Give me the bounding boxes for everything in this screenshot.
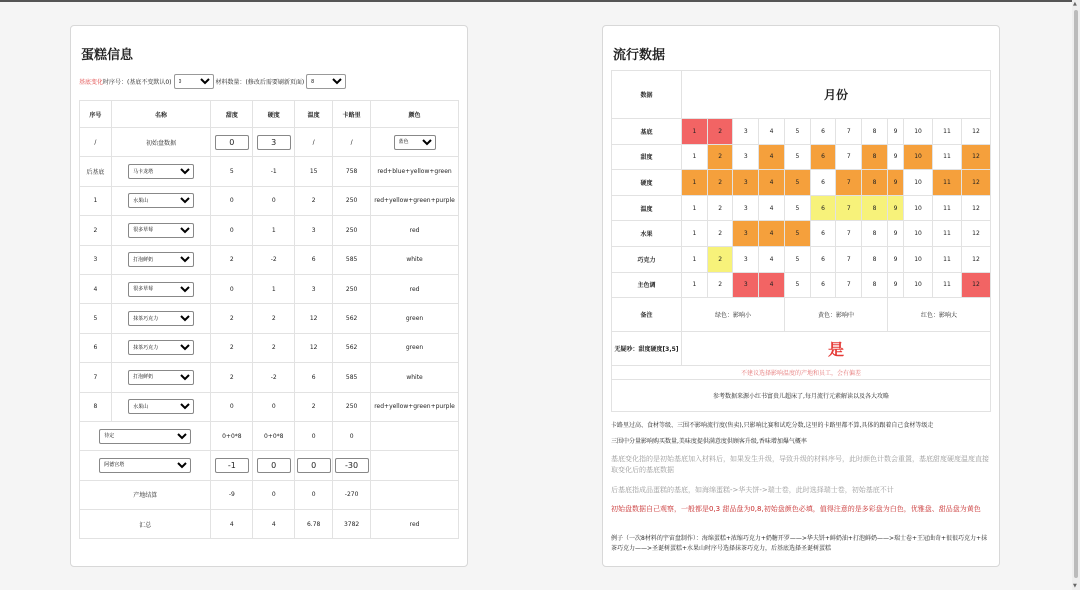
- cell-hard: 4: [253, 510, 295, 539]
- cell-temp: 0: [295, 480, 333, 509]
- cell-temp: 15: [295, 157, 333, 186]
- cell-color: [371, 128, 459, 157]
- month-cell: 1: [682, 144, 708, 170]
- cell-hard: 0+0*8: [253, 421, 295, 450]
- cell-temp: 2: [295, 392, 333, 421]
- cell-cal: 585: [333, 363, 371, 392]
- initial-sweet-input[interactable]: 0: [215, 135, 249, 150]
- cell-hard: 2: [253, 333, 295, 362]
- cell-color: red: [371, 274, 459, 303]
- month-cell: 10: [904, 119, 933, 145]
- material-count-select[interactable]: [306, 74, 346, 89]
- month-cell: 5: [784, 221, 810, 247]
- month-cell: 12: [961, 272, 990, 298]
- data-header: 数据: [612, 71, 682, 119]
- cell-sweet: 0: [211, 274, 253, 303]
- cell-temp: 6: [295, 245, 333, 274]
- month-cell: 1: [682, 272, 708, 298]
- cell-cal: 250: [333, 186, 371, 215]
- cell-index: 7: [80, 363, 112, 392]
- cell-index: 3: [80, 245, 112, 274]
- month-cell: 3: [733, 144, 759, 170]
- total-row: [80, 510, 459, 539]
- cell-name: [111, 304, 211, 333]
- cell-cal: 0: [333, 421, 371, 450]
- trend-row-label: 水果: [612, 221, 682, 247]
- cell-sweet: 2: [211, 333, 253, 362]
- month-cell: 12: [961, 119, 990, 145]
- month-cell: 11: [933, 195, 962, 221]
- cell-index: 1: [80, 186, 112, 215]
- month-cell: 5: [784, 119, 810, 145]
- cell-index: 4: [80, 274, 112, 303]
- cell-name: 初始盘数据: [111, 128, 211, 157]
- trend-row: [612, 195, 991, 221]
- month-cell: 9: [887, 119, 903, 145]
- note-text: 后基底指成品蛋糕的基底，如海绵蛋糕->华夫饼->瑞士卷，此时选择瑞士卷，初始基底不计: [611, 486, 894, 494]
- month-cell: 11: [933, 221, 962, 247]
- cell-cal: 250: [333, 216, 371, 245]
- region-select[interactable]: [99, 458, 191, 473]
- cell-color: green: [371, 304, 459, 333]
- trend-table: [611, 70, 991, 412]
- month-cell: 2: [707, 144, 733, 170]
- legend-item: 黄色：影响中: [784, 298, 887, 332]
- trend-table-body: [612, 71, 991, 412]
- month-cell: 7: [836, 221, 862, 247]
- legend-item: 红色：影响大: [887, 298, 990, 332]
- cell-color: green: [371, 333, 459, 362]
- initial-row: [80, 128, 459, 157]
- table-row: [80, 274, 459, 303]
- cell-temp: 12: [295, 333, 333, 362]
- header-hard: 硬度: [253, 101, 295, 128]
- month-cell: 2: [707, 272, 733, 298]
- month-cell: 4: [759, 195, 785, 221]
- month-cell: 5: [784, 272, 810, 298]
- note-text: 初始盘数据自己观察，一般都是0,3 甜品盘为0,8,初始盘颜色必填，值得注意的是多彩盘为白色，优雅盘、甜品盘为黄色: [611, 505, 981, 513]
- trend-header-row: [612, 71, 991, 119]
- header-temp: 温度: [295, 101, 333, 128]
- month-cell: 9: [887, 221, 903, 247]
- month-cell: 11: [933, 144, 962, 170]
- cell-color: [371, 421, 459, 450]
- header-color: 颜色: [371, 101, 459, 128]
- cell-label: 汇总: [80, 510, 211, 539]
- cell-sweet: 2: [211, 363, 253, 392]
- cell-color: [371, 480, 459, 509]
- month-cell: 10: [904, 170, 933, 196]
- table-row: [80, 216, 459, 245]
- month-cell: 2: [707, 170, 733, 196]
- cell-name: [111, 245, 211, 274]
- cell-color: red+blue+yellow+green: [371, 157, 459, 186]
- cell-sweet: 0: [211, 392, 253, 421]
- warning-text: 不建议选择影响温度的产地和员工，会有偏差: [612, 366, 991, 380]
- trend-panel: [602, 25, 1000, 567]
- cell-cal: 562: [333, 333, 371, 362]
- trend-row: [612, 119, 991, 145]
- legend-item: 绿色：影响小: [682, 298, 785, 332]
- panel-title: 流行数据: [613, 48, 666, 63]
- cell-temp: 0: [295, 421, 333, 450]
- month-cell: 6: [810, 221, 836, 247]
- month-cell: 6: [810, 170, 836, 196]
- table-row: [80, 304, 459, 333]
- cell-color: red+yellow+green+purple: [371, 186, 459, 215]
- cell-temp: 3: [295, 274, 333, 303]
- month-cell: 11: [933, 246, 962, 272]
- ingredient-select[interactable]: [128, 223, 194, 238]
- month-cell: 9: [887, 144, 903, 170]
- month-cell: 8: [862, 170, 888, 196]
- ingredient-select[interactable]: [128, 340, 194, 355]
- region-temp-input[interactable]: 0: [297, 458, 331, 473]
- month-cell: 12: [961, 195, 990, 221]
- trend-row: [612, 170, 991, 196]
- month-cell: 5: [784, 170, 810, 196]
- cell-temp: 2: [295, 186, 333, 215]
- cell-sweet: 0: [211, 186, 253, 215]
- table-row: [80, 392, 459, 421]
- cell-name: [111, 392, 211, 421]
- table-header-row: [80, 101, 459, 128]
- trend-row-label: 基底: [612, 119, 682, 145]
- initial-hard-input[interactable]: 3: [257, 135, 291, 150]
- cell-index: 6: [80, 333, 112, 362]
- scroll-down-icon[interactable]: ▼: [1073, 583, 1077, 589]
- month-cell: 6: [810, 195, 836, 221]
- trend-row-label: 硬度: [612, 170, 682, 196]
- month-cell: 10: [904, 195, 933, 221]
- cell-index: 2: [80, 216, 112, 245]
- month-cell: 4: [759, 144, 785, 170]
- trend-row: [612, 221, 991, 247]
- cell-hard: 0: [253, 480, 295, 509]
- month-cell: 11: [933, 272, 962, 298]
- month-cell: 2: [707, 195, 733, 221]
- month-cell: 12: [961, 170, 990, 196]
- header-calorie: 卡路里: [333, 101, 371, 128]
- month-cell: 3: [733, 272, 759, 298]
- material-count-label: 材料数量：(修改后需要刷新页面): [215, 79, 305, 86]
- cell-name: [80, 421, 211, 450]
- table-row: [80, 245, 459, 274]
- trend-row-label: 巧克力: [612, 246, 682, 272]
- trend-row-label: 甜度: [612, 144, 682, 170]
- note-text: 三围中分量影响购买数量,美味度提供满意度供顾客升级,香味增加爆气概率: [611, 438, 807, 445]
- cell-cal: 3782: [333, 510, 371, 539]
- month-cell: 6: [810, 246, 836, 272]
- cell-sweet: [211, 128, 253, 157]
- legend-label: 备注: [612, 298, 682, 332]
- month-cell: 12: [961, 246, 990, 272]
- note-text: 基底变化指的是初始基底加入材料后，如果发生升级，导致升级的材料序号，此时颜色计数会重置，基底甜度硬度温度直接取变化后的基底数据: [611, 455, 989, 474]
- header-sweet: 甜度: [211, 101, 253, 128]
- month-cell: 9: [887, 272, 903, 298]
- region-sweet-input[interactable]: -1: [215, 458, 249, 473]
- cell-name: [111, 186, 211, 215]
- month-cell: 1: [682, 170, 708, 196]
- cell-temp: 12: [295, 304, 333, 333]
- base-change-label: 基底变化: [79, 79, 104, 86]
- table-row: [80, 363, 459, 392]
- month-cell: 8: [862, 246, 888, 272]
- month-cell: 7: [836, 195, 862, 221]
- month-cell: 1: [682, 119, 708, 145]
- month-cell: 4: [759, 272, 785, 298]
- month-cell: 7: [836, 246, 862, 272]
- cell-hard: [253, 128, 295, 157]
- ingredient-select[interactable]: [128, 311, 194, 326]
- cell-cal: -270: [333, 480, 371, 509]
- month-cell: 7: [836, 119, 862, 145]
- cell-name: [111, 274, 211, 303]
- time-index-select[interactable]: [174, 74, 214, 89]
- month-cell: 9: [887, 246, 903, 272]
- month-cell: 4: [759, 221, 785, 247]
- month-cell: 3: [733, 170, 759, 196]
- cell-color: [371, 451, 459, 480]
- cell-cal: 758: [333, 157, 371, 186]
- note-text: 卡路里过高、食材等级、三围不影响流行度(售卖),只影响比赛和试吃分数,这里的卡路里都不算,具体的跟着自己食材等级走: [611, 422, 934, 429]
- month-cell: 1: [682, 221, 708, 247]
- month-cell: 1: [682, 195, 708, 221]
- cell-color: white: [371, 363, 459, 392]
- time-index-label: 时序号：(基底不变默认0): [103, 79, 172, 86]
- cell-hard: [253, 451, 295, 480]
- cell-cal: 585: [333, 245, 371, 274]
- cell-hard: -2: [253, 363, 295, 392]
- ingredient-select[interactable]: [128, 399, 194, 414]
- cell-index: 5: [80, 304, 112, 333]
- cell-name: [111, 363, 211, 392]
- ingredient-select[interactable]: [128, 164, 194, 179]
- month-cell: 6: [810, 119, 836, 145]
- cell-hard: -2: [253, 245, 295, 274]
- reference-row: [612, 380, 991, 412]
- cell-sweet: -9: [211, 480, 253, 509]
- cell-color: red: [371, 216, 459, 245]
- cell-sweet: 5: [211, 157, 253, 186]
- cell-hard: 1: [253, 216, 295, 245]
- cell-sweet: [211, 451, 253, 480]
- result-value: 是: [827, 340, 844, 360]
- trend-row: [612, 272, 991, 298]
- table-row: [80, 333, 459, 362]
- header-index: 序号: [80, 101, 112, 128]
- initial-color-select[interactable]: [394, 135, 436, 150]
- table-row: [80, 186, 459, 215]
- month-cell: 2: [707, 246, 733, 272]
- cell-index: 后基底: [80, 157, 112, 186]
- cell-label: 产地结算: [80, 480, 211, 509]
- scroll-up-icon[interactable]: ▲: [1073, 1, 1077, 7]
- cell-sweet: 0+0*8: [211, 421, 253, 450]
- cell-sweet: 4: [211, 510, 253, 539]
- cell-color: red: [371, 510, 459, 539]
- ingredient-select[interactable]: [128, 252, 194, 267]
- header-name: 名称: [111, 101, 211, 128]
- month-cell: 12: [961, 221, 990, 247]
- cell-name: [80, 451, 211, 480]
- month-cell: 3: [733, 221, 759, 247]
- cell-name: [111, 157, 211, 186]
- trend-row-label: 主色调: [612, 272, 682, 298]
- panel-title: 蛋糕信息: [81, 48, 134, 63]
- warning-row: [612, 366, 991, 380]
- origin-row: [80, 480, 459, 509]
- cell-index: /: [80, 128, 112, 157]
- month-cell: 8: [862, 119, 888, 145]
- month-cell: 5: [784, 195, 810, 221]
- month-cell: 11: [933, 119, 962, 145]
- region-cal-input[interactable]: -30: [335, 458, 369, 473]
- month-cell: 3: [733, 119, 759, 145]
- table-row: [80, 157, 459, 186]
- trend-row: [612, 246, 991, 272]
- month-cell: 3: [733, 195, 759, 221]
- note-text: 例子（一次8材料的宇宙盘制作）：海绵蛋糕+浓缩巧克力+奶糖开罗——>华夫饼+鲜奶油+打泡鲜奶——>瑞士卷+王冠曲奇+很很巧克力+抹茶巧克力——>圣诞树蛋糕+水果山时序号选择抹茶巧克力，后基底选择圣诞树蛋糕: [611, 535, 988, 552]
- month-cell: 6: [810, 272, 836, 298]
- cell-color: white: [371, 245, 459, 274]
- month-cell: 10: [904, 272, 933, 298]
- cell-calorie: /: [333, 128, 371, 157]
- cell-index: 8: [80, 392, 112, 421]
- result-cell: [682, 332, 991, 366]
- legend-row: [612, 298, 991, 332]
- result-label: 无疑吵：甜度硬度[3,5]: [612, 332, 682, 366]
- region-hard-input[interactable]: 0: [257, 458, 291, 473]
- month-cell: 4: [759, 246, 785, 272]
- trend-row: [612, 144, 991, 170]
- month-cell: 10: [904, 144, 933, 170]
- cell-cal: 250: [333, 274, 371, 303]
- cell-cal: 250: [333, 392, 371, 421]
- scrollbar-thumb[interactable]: [1074, 10, 1078, 578]
- cell-name: [111, 216, 211, 245]
- month-cell: 10: [904, 221, 933, 247]
- month-cell: 6: [810, 144, 836, 170]
- month-cell: 9: [887, 195, 903, 221]
- cell-hard: 1: [253, 274, 295, 303]
- ingredient-select[interactable]: [128, 193, 194, 208]
- month-cell: 8: [862, 221, 888, 247]
- cell-temp: 6.78: [295, 510, 333, 539]
- special-row: [80, 421, 459, 450]
- cell-hard: 0: [253, 392, 295, 421]
- month-cell: 4: [759, 119, 785, 145]
- result-row: [612, 332, 991, 366]
- month-cell: 8: [862, 195, 888, 221]
- page-scrollbar[interactable]: [1072, 0, 1080, 590]
- cell-cal: [333, 451, 371, 480]
- cell-sweet: 0: [211, 216, 253, 245]
- month-cell: 10: [904, 246, 933, 272]
- reference-text: 参考数据来源小红书富贵儿超床了,每月流行元素解读以及各大攻略: [612, 380, 991, 412]
- month-cell: 3: [733, 246, 759, 272]
- cell-cal: 562: [333, 304, 371, 333]
- cell-hard: -1: [253, 157, 295, 186]
- month-cell: 8: [862, 144, 888, 170]
- cell-hard: 2: [253, 304, 295, 333]
- month-cell: 1: [682, 246, 708, 272]
- cake-table: [79, 100, 459, 539]
- cell-name: [111, 333, 211, 362]
- month-cell: 9: [887, 170, 903, 196]
- month-cell: 7: [836, 272, 862, 298]
- cake-table-body: [80, 128, 459, 539]
- cell-hard: 0: [253, 186, 295, 215]
- month-cell: 7: [836, 170, 862, 196]
- cell-color: red+yellow+green+purple: [371, 392, 459, 421]
- cake-info-panel: [70, 25, 468, 567]
- month-header: 月份: [682, 71, 991, 119]
- month-cell: 5: [784, 144, 810, 170]
- month-cell: 2: [707, 221, 733, 247]
- month-cell: 11: [933, 170, 962, 196]
- cell-temp: [295, 451, 333, 480]
- region-row: [80, 451, 459, 480]
- month-cell: 7: [836, 144, 862, 170]
- controls-row: [79, 74, 348, 89]
- month-cell: 5: [784, 246, 810, 272]
- window-top-border: [0, 0, 1080, 2]
- ingredient-select[interactable]: [128, 370, 194, 385]
- special-select[interactable]: [99, 429, 191, 444]
- cell-temp: 3: [295, 216, 333, 245]
- month-cell: 2: [707, 119, 733, 145]
- ingredient-select[interactable]: [128, 282, 194, 297]
- cell-sweet: 2: [211, 304, 253, 333]
- cell-temp: 6: [295, 363, 333, 392]
- month-cell: 4: [759, 170, 785, 196]
- cell-temp: /: [295, 128, 333, 157]
- trend-row-label: 温度: [612, 195, 682, 221]
- month-cell: 8: [862, 272, 888, 298]
- month-cell: 12: [961, 144, 990, 170]
- cell-sweet: 2: [211, 245, 253, 274]
